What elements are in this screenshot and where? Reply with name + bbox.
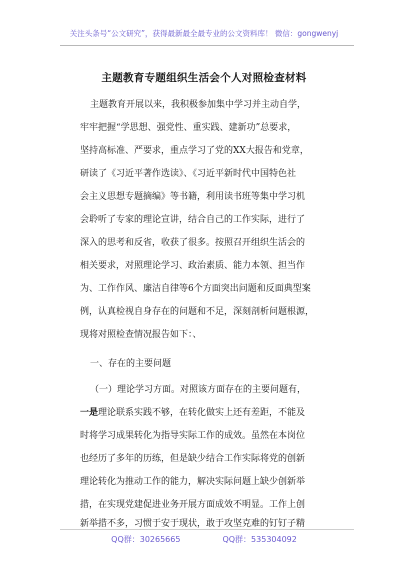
paragraph-line: 会主义思想专题摘编》等书籍，利用读书班等集中学习机 [80,192,306,202]
paragraph-line: 理论转化为推动工作的能力，解决实际问题上缺少创新举 [80,477,306,487]
paragraph-line [80,407,305,420]
footer-qq-group-1: QQ群：30265665 [111,535,181,544]
paragraph-line: 相关要求，对照理论学习、政治素质、能力本领、担当作 [80,261,306,271]
footer-divider [60,529,354,530]
footer-qq-group-2: QQ群：535304092 [222,535,297,544]
header-divider [60,45,354,46]
paragraph-line: 新举措不多，习惯于安于现状，敢于攻坚克难的钉钉子精 [80,519,306,529]
paragraph-line: 坚持高标准、严要求，重点学习了党的XX大报告和党章， [80,146,309,156]
paragraph-line: 现将对照检查情况报告如下：、 [80,330,202,340]
paragraph-line: 牢牢把握“学思想、强党性、重实践、建新功”总要求， [80,123,297,133]
paragraph-line: 措，在实现党建促进业务开展方面成效不明显。工作上创 [80,500,306,510]
paragraph-line: 时将学习成果转化为指导实际工作的成效。虽然在本岗位 [80,431,306,441]
paragraph-line: 深入的思考和反省，收获了很多。按照召开组织生活会的 [80,238,306,248]
paragraph-line: 为、工作作风、廉洁自律等6个方面突出问题和反面典型案 [80,284,311,294]
paragraph-line: 研读了《习近平著作选读》、《习近平新时代中国特色社 [80,169,297,179]
emphasis-marker: 一是 [80,408,99,418]
header-note: 关注头条号“公文研究”，获得最新最全最专业的公文资料库！ 微信：gongwenyj [69,29,339,38]
document-title: 主题教育专题组织生活会个人对照检查材料 [101,72,307,84]
paragraph-line: 主题教育开展以来，我积极参加集中学习并主动自学， [90,100,307,110]
paragraph-line: 也经历了多年的历练，但是缺少结合工作实际将党的创新 [80,454,306,464]
section-heading: 一、存在的主要问题 [90,359,172,369]
footer [0,534,408,545]
paragraph-line: 会聆听了专家的理论宣讲，结合自己的工作实际，进行了 [80,215,306,225]
paragraph-line: 例，认真检视自身存在的问题和不足，深刻剖析问题根源， [80,307,315,317]
paragraph-line-text: 理论联系实践不够，在转化做实上还有差距，不能及 [98,408,306,418]
subsection-lead: （一）理论学习方面。对照该方面存在的主要问题有， [90,385,307,395]
